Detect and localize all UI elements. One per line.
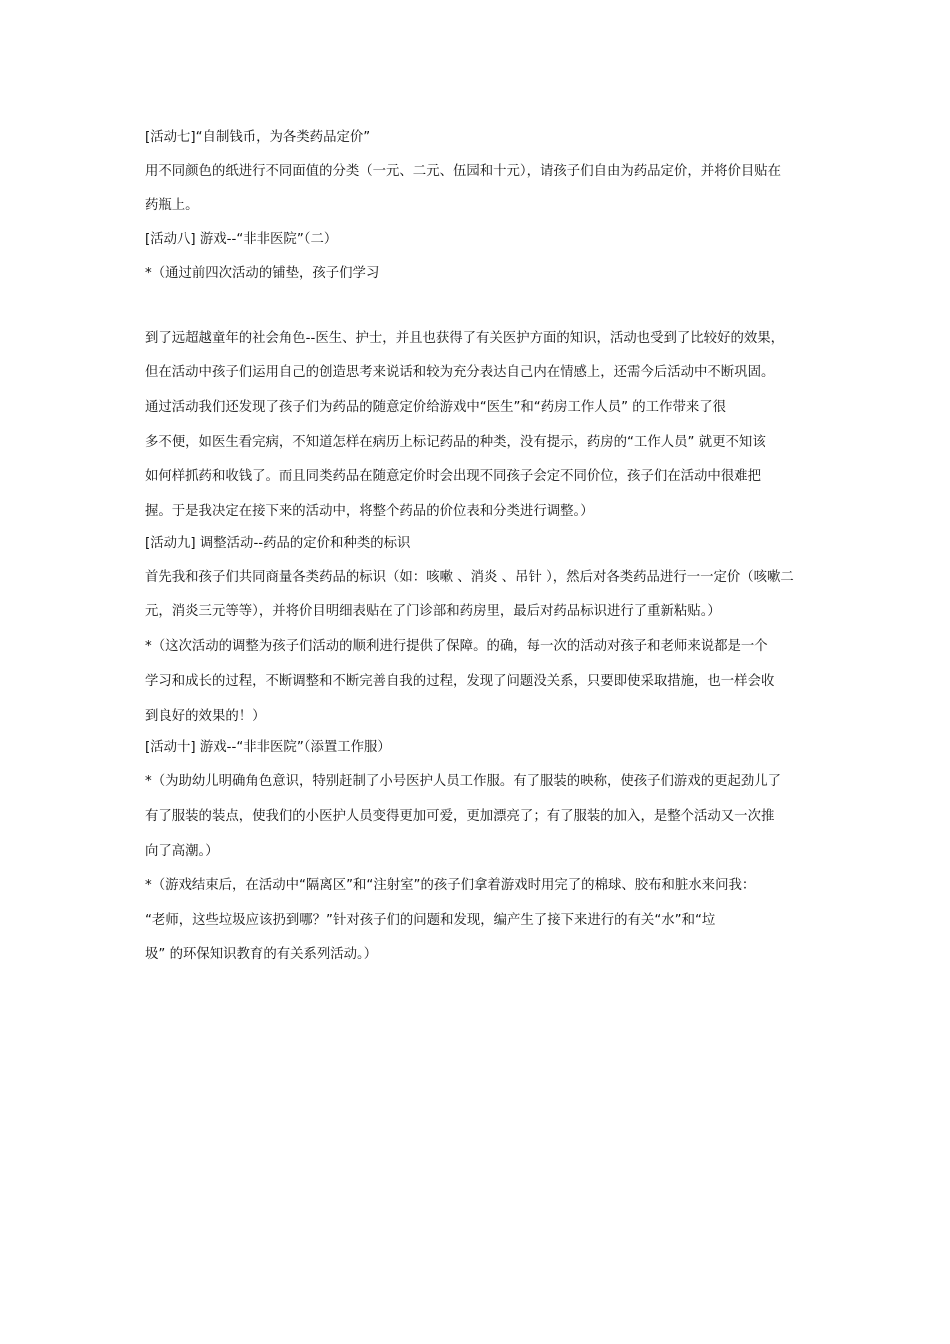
- activity-8-note-line-3: 但在活动中孩子们运用自己的创造思考来说话和较为充分表达自己内在情感上，还需今后活动中不断巩固。: [145, 365, 775, 380]
- activity-10-note-line-6: 圾” 的环保知识教育的有关系列活动。）: [145, 947, 378, 962]
- activity-7-text-line-1: 用不同颜色的纸进行不同面值的分类（一元、二元、伍园和十元），请孩子们自由为药品定价，并将价目贴在: [145, 164, 782, 179]
- activity-9-heading: [活动九] 调整活动--药品的定价和种类的标识: [145, 536, 411, 551]
- activity-8-note-line-5: 多不便，如医生看完病，不知道怎样在病历上标记药品的种类，没有提示，药房的“工作人员” 就更不知该: [145, 435, 766, 450]
- activity-9-note-line-2: 学习和成长的过程，不断调整和不断完善自我的过程，发现了问题没关系，只要即使采取措施，也一样会收: [145, 674, 775, 689]
- activity-8-note-line-6: 如何样抓药和收钱了。而且同类药品在随意定价时会出现不同孩子会定不同价位，孩子们在活动中很难把: [145, 469, 761, 484]
- activity-10-note-line-4: *（游戏结束后，在活动中“隔离区”和“注射室”的孩子们拿着游戏时用完了的棉球、胶布和脏水来问我：: [145, 878, 756, 893]
- activity-8-note-line-4: 通过活动我们还发现了孩子们为药品的随意定价给游戏中“医生”和“药房工作人员” 的工作带来了很: [145, 400, 727, 415]
- activity-9-note-line-1: *（这次活动的调整为孩子们活动的顺利进行提供了保障。的确，每一次的活动对孩子和老师来说都是一个: [145, 639, 768, 654]
- activity-9-text-line-2: 元，消炎三元等等），并将价目明细表贴在了门诊部和药房里，最后对药品标识进行了重新粘贴。）: [145, 604, 721, 619]
- activity-7-heading: [活动七]“自制钱币，为各类药品定价”: [145, 130, 371, 145]
- activity-10-note-line-2: 有了服装的装点，使我们的小医护人员变得更加可爱，更加漂亮了；有了服装的加入，是整个活动又一次推: [145, 809, 775, 824]
- activity-8-heading: [活动八] 游戏--“非非医院”（二）: [145, 232, 338, 247]
- activity-9-note-line-3: 到良好的效果的！）: [145, 709, 266, 724]
- activity-8-note-line-7: 握。于是我决定在接下来的活动中，将整个药品的价位表和分类进行调整。）: [145, 504, 594, 519]
- activity-10-note-line-3: 向了高潮。）: [145, 844, 219, 859]
- activity-8-note-line-1: *（通过前四次活动的铺垫，孩子们学习: [145, 266, 380, 281]
- activity-9-text-line-1: 首先我和孩子们共同商量各类药品的标识（如：咳嗽 、消炎 、吊针 ），然后对各类药品进行一一定价（咳嗽二: [145, 570, 794, 585]
- activity-10-note-line-1: *（为助幼儿明确角色意识，特别赶制了小号医护人员工作服。有了服装的映称，使孩子们游戏的更起劲儿了: [145, 774, 782, 789]
- activity-10-heading: [活动十] 游戏--“非非医院”（添置工作服）: [145, 740, 391, 755]
- activity-10-note-line-5: “老师，这些垃圾应该扔到哪？”针对孩子们的问题和发现，编产生了接下来进行的有关“水”和“垃: [145, 913, 716, 928]
- activity-7-text-line-2: 药瓶上。: [145, 198, 199, 213]
- activity-8-note-line-2: 到了远超越童年的社会角色--医生、护士，并且也获得了有关医护方面的知识，活动也受到了比较好的效果，: [145, 331, 785, 346]
